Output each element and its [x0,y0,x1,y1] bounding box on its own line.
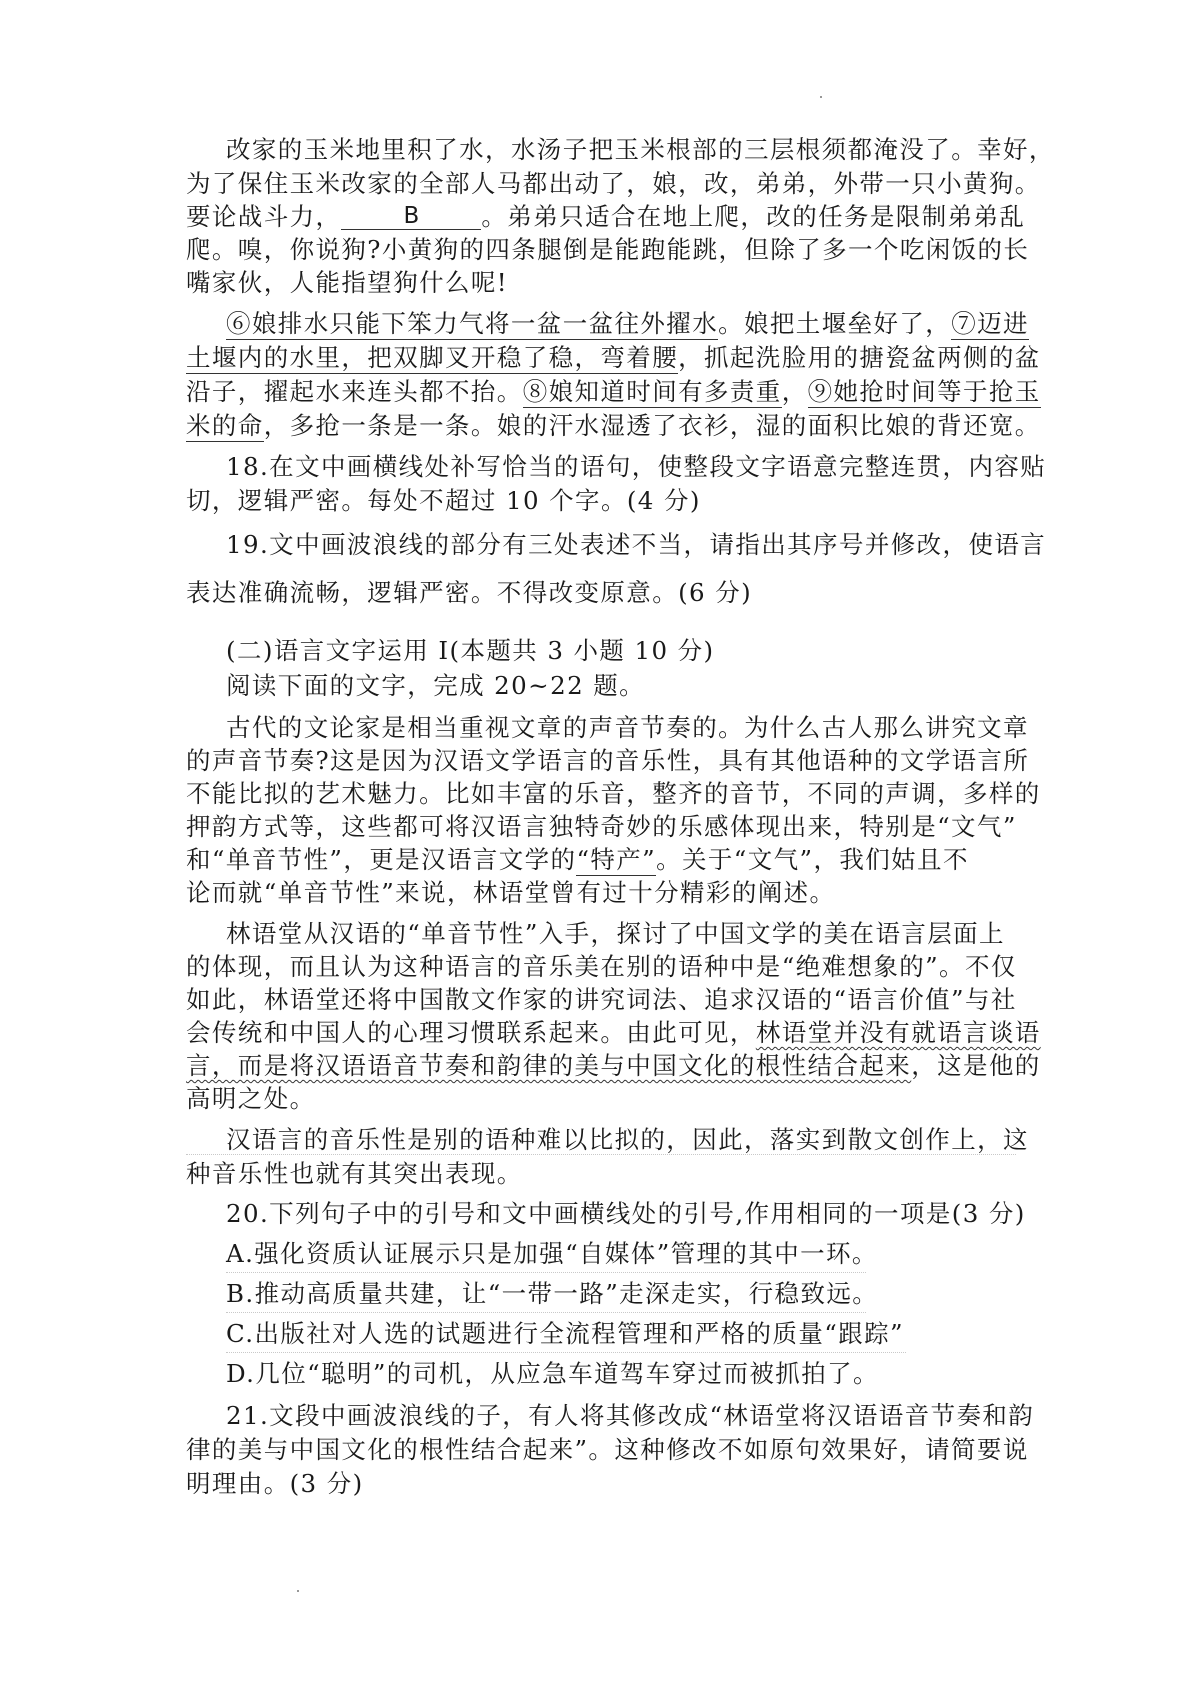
passage-line: 种音乐性也就有其突出表现。 [186,1159,523,1188]
passage-line [186,1016,1041,1050]
question-19-cont: 表达准确流畅，逻辑严密。不得改变原意。(6 分) [186,578,753,607]
passage-line: 的体现，而且认为这种语言的音乐美在别的语种中是“绝难想象的”。不仅 [186,952,1017,981]
underlined-quote: “特产” [576,845,657,874]
underlined-sentence-7: ⑦迈进 [951,309,1029,338]
passage-line [186,341,1041,375]
dotted-rule [226,1312,866,1313]
passage-text: 和“单音节性”，更是汉语言文学的 [186,845,577,874]
passage-line: 嘴家伙，人能指望狗什么呢! [186,268,509,297]
wavy-sentence: 林语堂并没有就语言谈语 [755,1018,1041,1047]
passage-text: 沿子，擢起水来连头都不抬。 [186,377,523,406]
passage-line: 如此，林语堂还将中国散文作家的讲究词法、追求汉语的“语言价值”与社 [186,985,1017,1014]
passage-line [186,200,1026,234]
passage-line [226,307,1056,341]
passage-text: 。弟弟只适合在地上爬，改的任务是限制弟弟乱 [481,202,1026,231]
passage-line: 爬。嗅，你说狗?小黄狗的四条腿倒是能跑能跳，但除了多一个吃闲饭的长 [186,235,1030,264]
question-19: 19.文中画波浪线的部分有三处表述不当，请指出其序号并修改，使语言 [226,530,1047,559]
passage-line: 为了保住玉米改家的全部人马都出动了，娘，改，弟弟，外带一只小黄狗。 [186,169,1041,198]
passage-line: 押韵方式等，这些都可将汉语言独特奇妙的乐感体现出来，特别是“文气” [186,812,1017,841]
passage-text: ， [781,377,808,406]
passage-text: ，抓起洗脸用的搪瓷盆两侧的盆 [678,343,1041,372]
underlined-sentence-9-cont: 米的命 [186,411,264,440]
passage-line: 林语堂从汉语的“单音节性”入手，探讨了中国文学的美在语言层面上 [226,919,1005,948]
option-c: C.出版社对人选的试题进行全流程管理和严格的质量“跟踪” [226,1319,904,1348]
section-instruction: 阅读下面的文字，完成 20~22 题。 [226,671,646,700]
dotted-rule [226,1352,906,1353]
passage-text: 。娘把土堰垒好了， [718,309,952,338]
dotted-rule [186,1154,1016,1155]
dotted-rule [226,1272,866,1273]
passage-line [186,409,1041,443]
passage-line: 高明之处。 [186,1084,316,1113]
scan-speck [820,96,822,98]
option-b: B.推动高质量共建，让“一带一路”走深走实，行稳致远。 [226,1279,879,1308]
answer-blank-b: B [341,203,481,230]
passage-line [186,375,1041,409]
passage-line: 的声音节奏?这是因为汉语文学语言的音乐性，具有其他语种的文学语言所 [186,746,1030,775]
passage-text: 会传统和中国人的心理习惯联系起来。由此可见， [186,1018,756,1047]
passage-line: 古代的文论家是相当重视文章的声音节奏的。为什么古人那么讲究文章 [226,713,1029,742]
passage-text: 要论战斗力， [186,202,342,231]
passage-line: 不能比拟的艺术魅力。比如丰富的乐音，整齐的音节，不同的声调，多样的 [186,779,1041,808]
passage-line: 论而就“单音节性”来说，林语堂曾有过十分精彩的阐述。 [186,878,836,907]
passage-line: 改家的玉米地里积了水，水汤子把玉米根部的三层根须都淹没了。幸好， [226,135,1055,164]
passage-line [186,843,1016,877]
question-21: 21.文段中画波浪线的子，有人将其修改成“林语堂将汉语语音节奏和韵 [226,1401,1035,1430]
question-18: 18.在文中画横线处补写恰当的语句，使整段文字语意完整连贯，内容贴 [226,452,1047,481]
underlined-sentence-6: ⑥娘排水只能下笨力气将一盆一盆往外擢水 [226,309,719,338]
passage-text: 。关于“文气”，我们姑且不 [656,845,969,874]
question-18-cont: 切，逻辑严密。每处不超过 10 个字。(4 分) [186,486,701,515]
passage-line [186,1049,1041,1083]
wavy-sentence-cont: 言，而是将汉语语音节奏和韵律的美与中国文化的根性结合起来 [186,1051,912,1080]
underlined-sentence-7-cont: 土堰内的水里，把双脚叉开稳了稳，弯着腰 [186,343,679,372]
passage-line: 汉语言的音乐性是别的语种难以比拟的，因此，落实到散文创作上，这 [226,1125,1029,1154]
passage-text: ，多抢一条是一条。娘的汗水湿透了衣衫，湿的面积比娘的背还宽。 [263,411,1041,440]
underlined-sentence-9: ⑨她抢时间等于抢玉 [807,377,1041,406]
section-heading: (二)语言文字运用 I(本题共 3 小题 10 分) [226,636,715,665]
underlined-sentence-8: ⑧娘知道时间有多责重 [522,377,782,406]
question-20: 20.下列句子中的引号和文中画横线处的引号,作用相同的一项是(3 分) [226,1199,1026,1228]
option-a: A.强化资质认证展示只是加强“自媒体”管理的其中一环。 [226,1239,878,1268]
question-21-cont: 律的美与中国文化的根性结合起来”。这种修改不如原句效果好，请简要说 [186,1435,1029,1464]
passage-text: ，这是他的 [911,1051,1041,1080]
option-d: D.几位“聪明”的司机，从应急车道驾车穿过而被抓拍了。 [226,1359,879,1388]
question-21-cont: 明理由。(3 分) [186,1469,364,1498]
scan-speck [297,1590,299,1592]
